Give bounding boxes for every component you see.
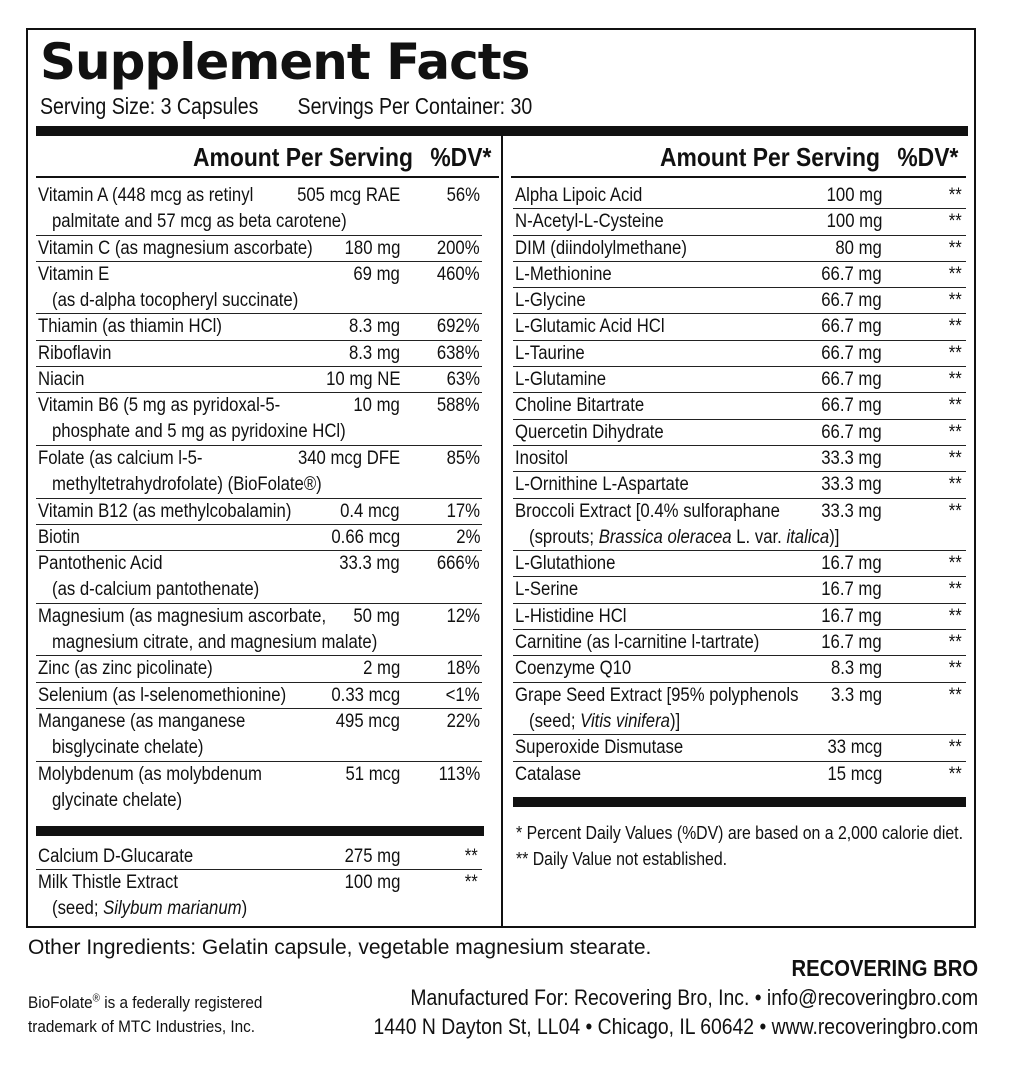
- nutrient-dv: 85%: [446, 447, 480, 469]
- nutrient-dv: 113%: [438, 763, 480, 785]
- nutrient-row: [36, 525, 482, 551]
- nutrient-row: [36, 499, 482, 525]
- nutrient-amount: 0.66 mcg: [331, 526, 400, 548]
- nutrient-row: [513, 262, 966, 288]
- nutrient-row: [513, 499, 966, 552]
- nutrient-amount: 16.7 mg: [821, 605, 882, 627]
- nutrient-row: [36, 604, 482, 657]
- serving-info: [40, 92, 571, 120]
- nutrient-row: [513, 393, 966, 419]
- nutrient-row: [513, 735, 966, 761]
- nutrient-amount: 505 mcg RAE: [296, 185, 400, 206]
- nutrient-dv: **: [948, 658, 962, 680]
- nutrient-row: [36, 870, 482, 923]
- left-section-bar: [36, 826, 484, 836]
- left-header-rule: [36, 176, 499, 178]
- right-header-rule: [511, 176, 966, 178]
- nutrient-source: phosphate and 5 mg as pyridoxine HCl): [52, 421, 346, 443]
- nutrient-name: N-Acetyl-L-Cysteine: [515, 211, 664, 233]
- nutrient-dv: 12%: [446, 605, 480, 627]
- trademark-word: BioFolate: [28, 993, 93, 1012]
- nutrient-dv: 692%: [437, 316, 480, 338]
- nutrient-dv: **: [948, 211, 962, 233]
- nutrient-dv: **: [948, 474, 962, 496]
- nutrient-amount: 10 mg: [353, 395, 400, 417]
- nutrient-row: [36, 762, 482, 815]
- nutrient-name: Vitamin E: [38, 263, 110, 285]
- nutrient-row: [513, 551, 966, 577]
- nutrient-row: [513, 341, 966, 367]
- nutrient-dv: **: [948, 421, 962, 443]
- nutrient-row: [513, 656, 966, 682]
- nutrient-row: [513, 314, 966, 340]
- nutrient-amount: 275 mg: [344, 846, 400, 867]
- nutrient-amount: 0.33 mcg: [331, 684, 400, 706]
- right-nutrient-list: [513, 183, 966, 788]
- nutrient-name: L-Ornithine L-Aspartate: [515, 474, 689, 496]
- nutrient-row: [36, 551, 482, 604]
- trademark-note-line-1: [28, 992, 262, 1014]
- source-latin-name: Silybum marianum: [103, 898, 242, 920]
- nutrient-amount: 66.7 mg: [821, 395, 882, 417]
- nutrient-name: L-Histidine HCl: [515, 605, 627, 627]
- nutrient-name: Choline Bitartrate: [515, 395, 645, 417]
- nutrient-amount: 66.7 mg: [821, 421, 882, 443]
- trademark-note-line-2: trademark of MTC Industries, Inc.: [28, 1017, 256, 1036]
- nutrient-amount: 180 mg: [344, 237, 400, 259]
- nutrient-amount: 8.3 mg: [830, 658, 882, 680]
- nutrient-name: Manganese (as manganese: [38, 710, 246, 732]
- nutrient-dv: **: [948, 605, 962, 627]
- left-nutrient-list: [36, 183, 482, 814]
- footnote-percent-dv: * Percent Daily Values (%DV) are based on a 2,000 calorie diet.: [516, 823, 963, 843]
- nutrient-dv: **: [948, 263, 962, 285]
- nutrient-dv: 460%: [437, 263, 480, 285]
- panel-title: Supplement Facts: [40, 33, 530, 91]
- nutrient-name: Quercetin Dihydrate: [515, 421, 664, 443]
- nutrient-name: Vitamin B12 (as methylcobalamin): [38, 500, 292, 522]
- nutrient-amount: 16.7 mg: [821, 632, 882, 654]
- nutrient-source: (as d-alpha tocopheryl succinate): [52, 289, 299, 311]
- nutrient-dv: **: [948, 316, 962, 338]
- nutrient-amount: 33.3 mg: [821, 474, 882, 496]
- nutrient-name: L-Glutamic Acid HCl: [515, 316, 665, 338]
- source-suffix: ): [241, 898, 248, 920]
- nutrient-row: [36, 709, 482, 762]
- nutrient-dv: 638%: [437, 342, 480, 364]
- top-thick-rule: [36, 126, 968, 136]
- nutrient-row: [513, 367, 966, 393]
- nutrient-amount: 16.7 mg: [821, 553, 882, 575]
- source-latin-name: Vitis vinifera: [580, 710, 670, 732]
- nutrient-row: [36, 183, 482, 236]
- other-ingredients: Other Ingredients: Gelatin capsule, vegetable magnesium stearate.: [28, 936, 652, 959]
- nutrient-row: [36, 341, 482, 367]
- nutrient-name: Magnesium (as magnesium ascorbate,: [38, 605, 327, 627]
- brand-name: RECOVERING BRO: [791, 955, 978, 981]
- nutrient-name: Folate (as calcium l-5-: [38, 447, 203, 469]
- column-divider: [501, 136, 503, 928]
- nutrient-amount: 10 mg NE: [325, 369, 400, 391]
- right-dv-header: %DV*: [896, 142, 958, 172]
- nutrient-dv: **: [948, 447, 962, 469]
- nutrient-source: glycinate chelate): [52, 789, 183, 811]
- manufacturer-line-2: 1440 N Dayton St, LL04 • Chicago, IL 60642 • www.recoveringbro.com: [373, 1014, 978, 1039]
- nutrient-name: Carnitine (as l-carnitine l-tartrate): [515, 632, 760, 654]
- nutrient-amount: 66.7 mg: [821, 263, 882, 285]
- nutrient-dv: **: [948, 737, 962, 759]
- nutrient-amount: 69 mg: [353, 263, 400, 285]
- nutrient-amount: 80 mg: [835, 237, 882, 259]
- right-amount-header: Amount Per Serving: [660, 142, 880, 172]
- nutrient-dv: **: [948, 500, 962, 522]
- nutrient-dv: 56%: [446, 185, 480, 206]
- nutrient-row: [513, 577, 966, 603]
- nutrient-row: [513, 446, 966, 472]
- nutrient-source: palmitate and 57 mcg as beta carotene): [52, 211, 347, 232]
- nutrient-amount: 8.3 mg: [348, 342, 400, 364]
- nutrient-amount: 100 mg: [826, 211, 882, 233]
- source-prefix: (sprouts;: [529, 526, 599, 548]
- nutrient-dv: 588%: [437, 395, 480, 417]
- nutrient-dv: **: [948, 237, 962, 259]
- nutrient-row: [513, 604, 966, 630]
- nutrient-source: bisglycinate chelate): [52, 736, 204, 758]
- servings-per-container: Servings Per Container: 30: [297, 93, 533, 119]
- right-column-header: [511, 140, 966, 174]
- nutrient-name: L-Serine: [515, 579, 579, 601]
- nutrient-amount: 66.7 mg: [821, 290, 882, 312]
- manufacturer-line-1: Manufactured For: Recovering Bro, Inc. • info@recoveringbro.com: [410, 985, 978, 1010]
- nutrient-dv: **: [948, 395, 962, 417]
- nutrient-row: [36, 236, 482, 262]
- nutrient-name: Milk Thistle Extract: [38, 872, 178, 894]
- nutrient-dv: **: [948, 290, 962, 312]
- nutrient-amount: 495 mcg: [335, 710, 400, 732]
- nutrient-amount: 66.7 mg: [821, 316, 882, 338]
- nutrient-row: [36, 262, 482, 315]
- source-variety: italica: [786, 526, 830, 548]
- right-section-bar: [513, 797, 966, 807]
- left-amount-header: Amount Per Serving: [193, 142, 413, 172]
- nutrient-name: Vitamin B6 (5 mg as pyridoxal-5-: [38, 395, 281, 417]
- nutrient-name: Grape Seed Extract [95% polyphenols: [515, 684, 799, 706]
- nutrient-name: Coenzyme Q10: [515, 658, 632, 680]
- nutrient-row: [36, 446, 482, 499]
- trademark-rest: is a federally registered: [99, 993, 263, 1012]
- source-suffix: )]: [669, 710, 681, 732]
- left-dv-header: %DV*: [429, 142, 491, 172]
- nutrient-amount: 3.3 mg: [830, 684, 882, 706]
- nutrient-dv: **: [948, 579, 962, 601]
- nutrient-row: [36, 367, 482, 393]
- nutrient-name: L-Glycine: [515, 290, 586, 312]
- nutrient-name: Vitamin C (as magnesium ascorbate): [38, 237, 313, 259]
- registered-mark: ®: [92, 992, 100, 1005]
- nutrient-name: Vitamin A (448 mcg as retinyl: [38, 185, 254, 206]
- nutrient-row: [36, 393, 482, 446]
- nutrient-amount: 2 mg: [362, 658, 400, 680]
- nutrient-row: [36, 314, 482, 340]
- nutrient-row: [36, 656, 482, 682]
- nutrient-amount: 33.3 mg: [821, 500, 882, 522]
- nutrient-row: [513, 236, 966, 262]
- nutrient-name: Superoxide Dismutase: [515, 737, 684, 759]
- source-latin-name: Brassica oleracea: [598, 526, 732, 548]
- nutrient-dv: 666%: [437, 553, 480, 575]
- nutrient-amount: 51 mcg: [345, 763, 400, 785]
- source-suffix: )]: [829, 526, 840, 548]
- nutrient-amount: 66.7 mg: [821, 369, 882, 391]
- nutrient-row: [513, 288, 966, 314]
- nutrient-name: Pantothenic Acid: [38, 553, 163, 575]
- nutrient-dv: **: [948, 553, 962, 575]
- source-prefix: (seed;: [529, 710, 581, 732]
- nutrient-dv: **: [948, 763, 962, 785]
- nutrient-row: [36, 683, 482, 709]
- nutrient-amount: 33 mcg: [827, 737, 882, 759]
- nutrient-name: Biotin: [38, 526, 80, 548]
- source-prefix: (seed;: [52, 898, 104, 920]
- nutrient-amount: 50 mg: [353, 605, 400, 627]
- nutrient-amount: 0.4 mcg: [340, 500, 400, 522]
- nutrient-name: Thiamin (as thiamin HCl): [38, 316, 222, 338]
- nutrient-name: Calcium D-Glucarate: [38, 846, 194, 867]
- nutrient-row: [513, 683, 966, 736]
- nutrient-name: L-Glutathione: [515, 553, 616, 575]
- nutrient-name: DIM (diindolylmethane): [515, 237, 687, 259]
- nutrient-name: L-Glutamine: [515, 369, 607, 391]
- nutrient-dv: **: [464, 872, 478, 894]
- nutrient-dv: **: [948, 342, 962, 364]
- nutrient-amount: 340 mcg DFE: [297, 447, 400, 469]
- nutrient-dv: **: [948, 369, 962, 391]
- nutrient-amount: 33.3 mg: [339, 553, 400, 575]
- nutrient-dv: 17%: [446, 500, 480, 522]
- supplement-facts-panel: [26, 28, 976, 928]
- nutrient-name: Inositol: [515, 447, 568, 469]
- nutrient-name: Niacin: [38, 369, 85, 391]
- nutrient-name: Broccoli Extract [0.4% sulforaphane: [515, 500, 780, 522]
- nutrient-source: [52, 896, 247, 922]
- left-other-list: [36, 844, 482, 923]
- nutrient-dv: 22%: [446, 710, 480, 732]
- nutrient-source: methyltetrahydrofolate) (BioFolate®): [52, 473, 322, 495]
- nutrient-dv: 18%: [446, 658, 480, 680]
- nutrient-row: [513, 630, 966, 656]
- nutrient-name: Riboflavin: [38, 342, 112, 364]
- nutrient-row: [513, 209, 966, 235]
- nutrient-name: L-Taurine: [515, 342, 585, 364]
- nutrient-source: (as d-calcium pantothenate): [52, 579, 260, 601]
- nutrient-dv: 200%: [437, 237, 480, 259]
- source-mid: L. var.: [731, 526, 787, 548]
- nutrient-amount: 100 mg: [344, 872, 400, 894]
- nutrient-dv: 63%: [446, 369, 480, 391]
- nutrient-dv: **: [948, 684, 962, 706]
- nutrient-row: [513, 762, 966, 788]
- nutrient-amount: 66.7 mg: [821, 342, 882, 364]
- nutrient-amount: 100 mg: [826, 185, 882, 206]
- nutrient-amount: 8.3 mg: [348, 316, 400, 338]
- left-column-header: [36, 140, 499, 174]
- nutrient-dv: **: [948, 185, 962, 206]
- nutrient-amount: 16.7 mg: [821, 579, 882, 601]
- nutrient-amount: 15 mcg: [827, 763, 882, 785]
- nutrient-name: Zinc (as zinc picolinate): [38, 658, 213, 680]
- nutrient-dv: **: [948, 632, 962, 654]
- nutrient-row: [513, 183, 966, 209]
- nutrient-source: [529, 525, 839, 551]
- nutrient-source: [529, 709, 680, 735]
- nutrient-row: [36, 844, 482, 870]
- nutrient-name: Selenium (as l-selenomethionine): [38, 684, 287, 706]
- nutrient-name: Catalase: [515, 763, 581, 785]
- nutrient-dv: 2%: [455, 526, 480, 548]
- nutrient-row: [513, 420, 966, 446]
- footnote-dv-not-established: ** Daily Value not established.: [516, 849, 728, 869]
- nutrient-source: magnesium citrate, and magnesium malate): [52, 631, 378, 653]
- nutrient-amount: 33.3 mg: [821, 447, 882, 469]
- nutrient-dv: **: [464, 846, 478, 867]
- nutrient-name: Molybdenum (as molybdenum: [38, 763, 262, 785]
- nutrient-dv: <1%: [446, 684, 480, 706]
- nutrient-row: [513, 472, 966, 498]
- nutrient-name: L-Methionine: [515, 263, 612, 285]
- nutrient-name: Alpha Lipoic Acid: [515, 185, 643, 206]
- serving-size: Serving Size: 3 Capsules: [40, 93, 259, 119]
